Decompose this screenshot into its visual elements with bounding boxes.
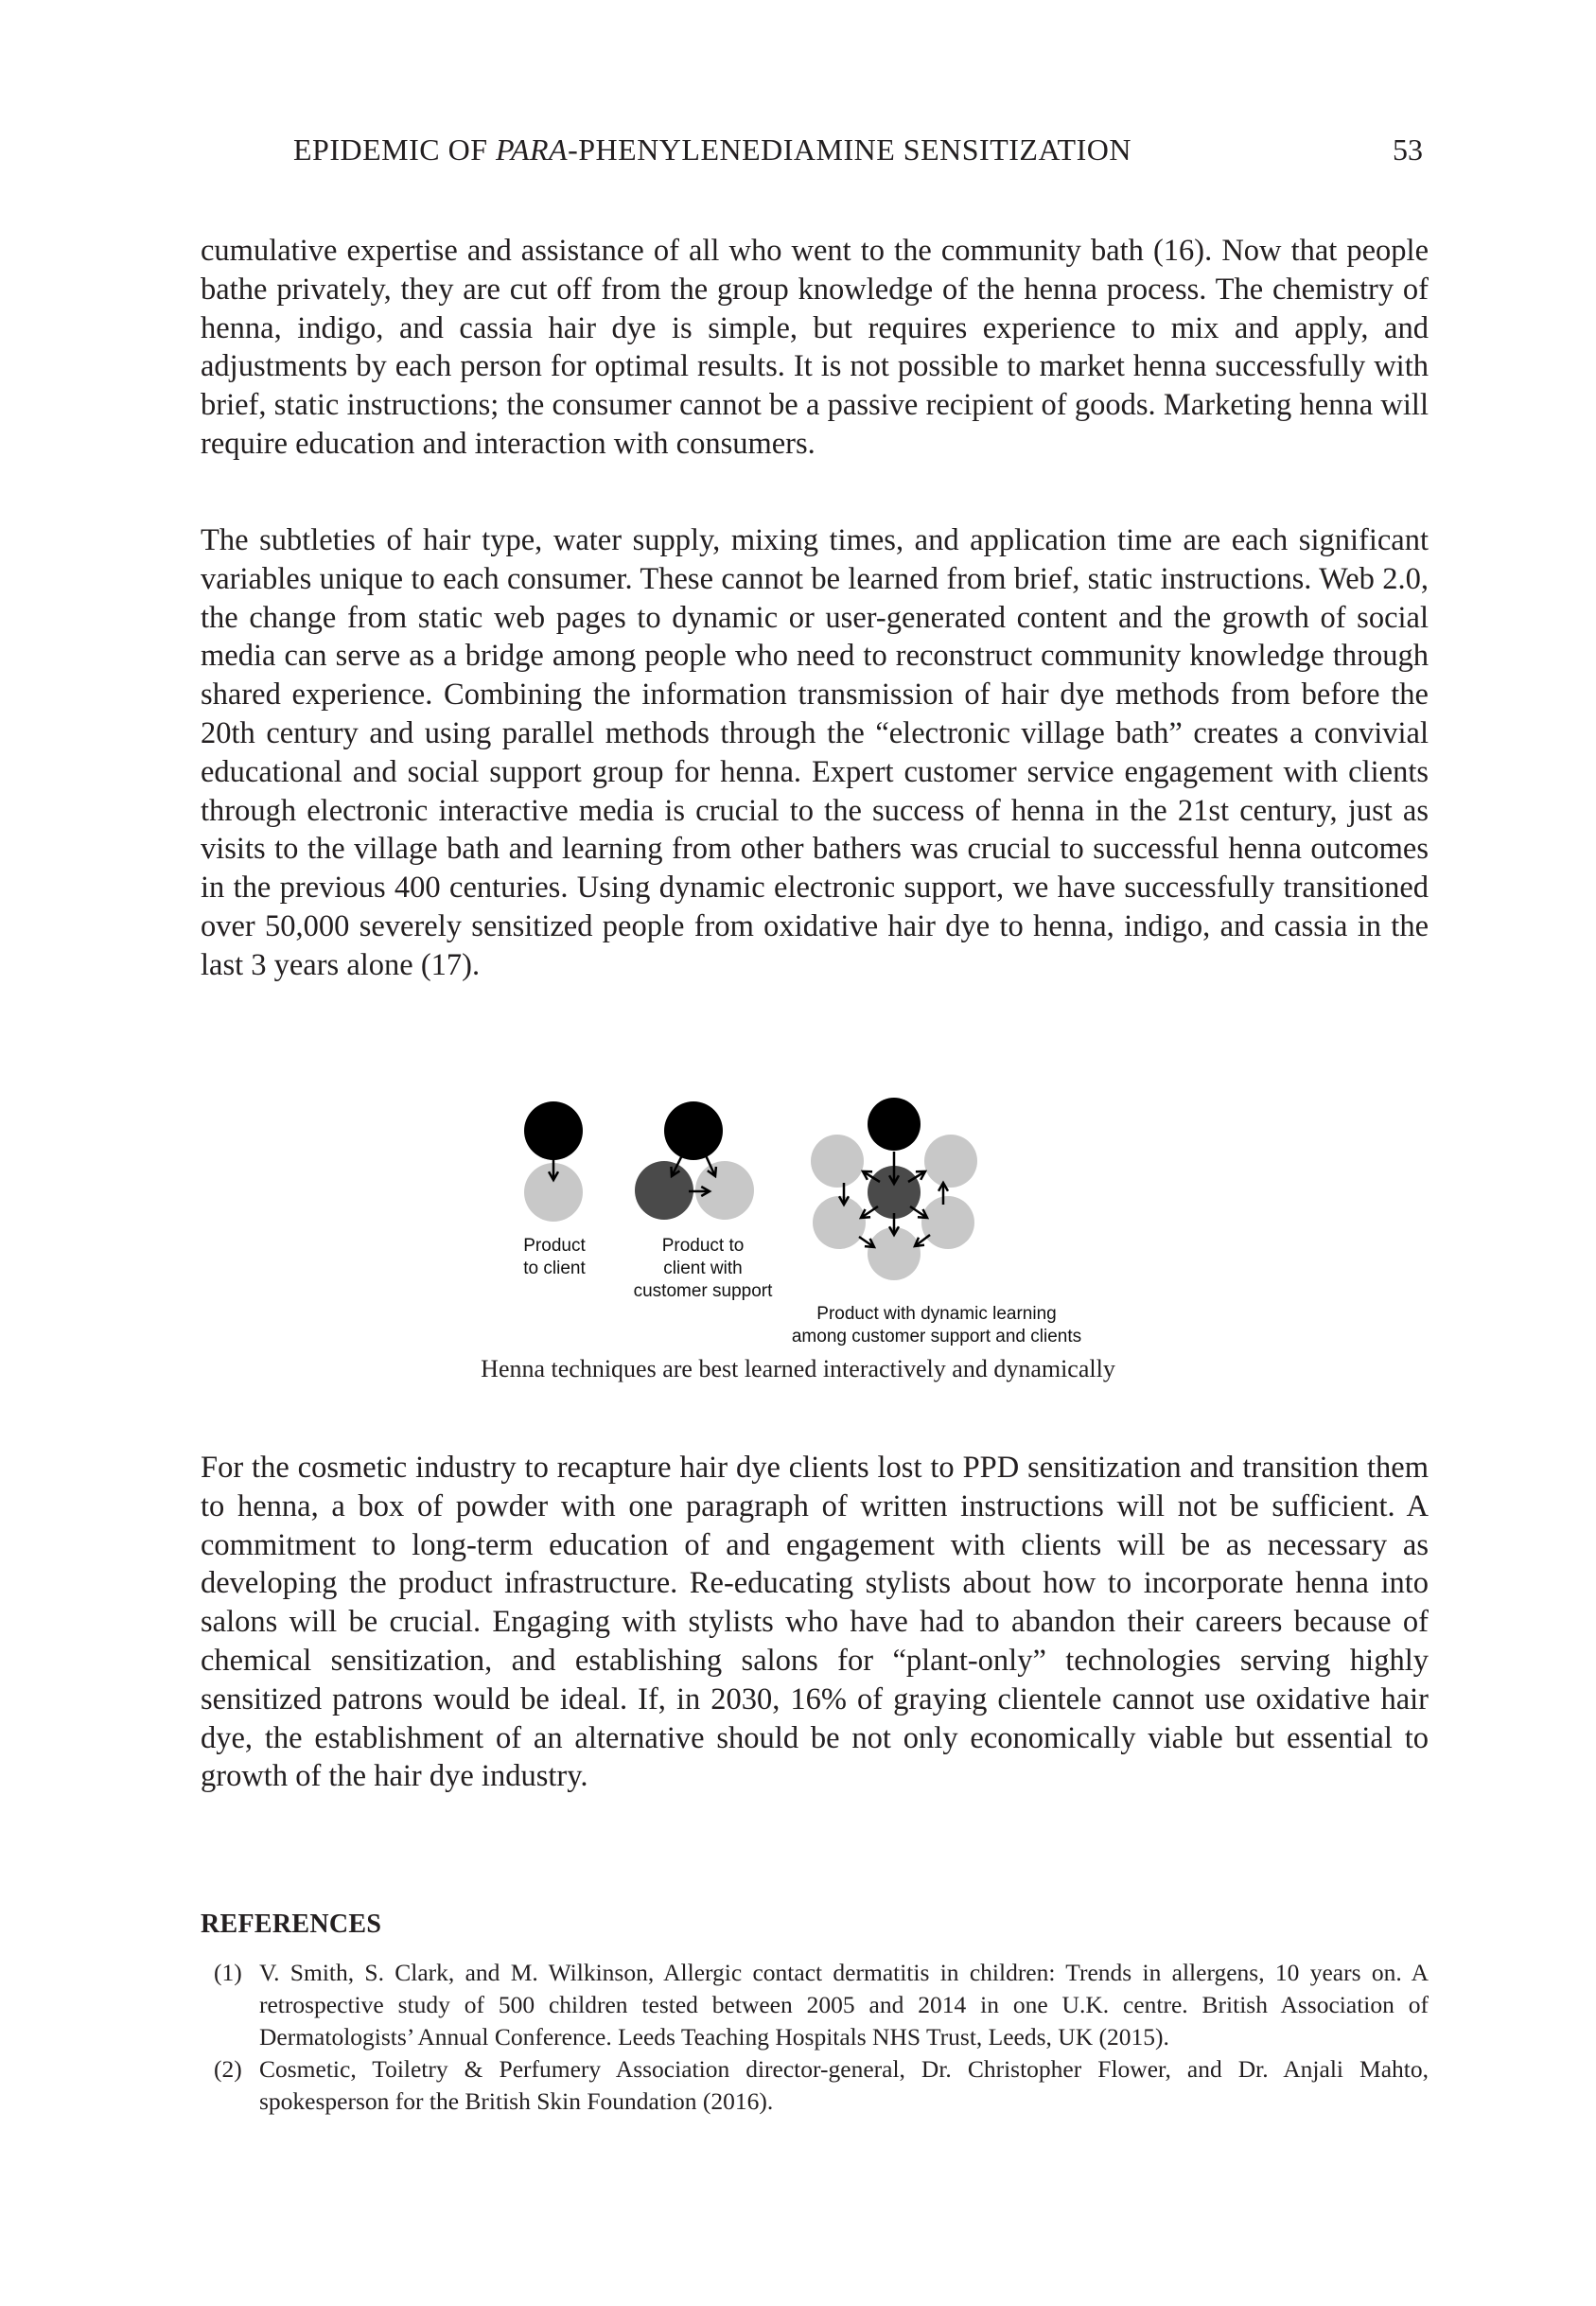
paragraph-text: For the cosmetic industry to recapture hair dye clients lost to PPD sensitization and transition them to henna, a box of powder with one paragraph of written instructions will not be sufficient. A commitment to long-term education of and engagement with clients will be as necessary as developing the product infrastructure. Re-educating stylists about how to incorporate henna into salons will be crucial. Engaging with stylists who have had to abandon their careers because of chemical sensitization, and establishing salons for “plant-only” technologies serving highly sensitized patrons would be ideal. If, in 2030, 16% of graying clientele cannot use oxidative hair dye, the establishment of an alternative should be not only economically viable but essential to growth of the hair dye industry.: [201, 1451, 1429, 1794]
client-node: [868, 1227, 921, 1280]
client-node: [924, 1135, 977, 1188]
reference-text: V. Smith, S. Clark, and M. Wilkinson, Allergic contact dermatitis in children: Trends in allergens, 10 years on. A retrospective study of 500 children tested between 2005 and 2014 in one U.K. centre. British Association of Dermatologists’ Annual Conference. Leeds Teaching Hospitals NHS Trust, Leeds, UK (2015).: [259, 1959, 1429, 2051]
body-paragraph-3: [201, 1449, 1429, 1796]
running-head: [293, 131, 1239, 168]
arrow-icon: [915, 1235, 930, 1246]
panel-3-label: Product with dynamic learning among customer support and clients: [791, 1304, 1082, 1347]
body-paragraph-2: [201, 521, 1429, 985]
references-heading: REFERENCES: [201, 1910, 382, 1939]
page-number: 53: [1393, 132, 1423, 167]
running-head-prefix: EPIDEMIC OF: [293, 132, 497, 167]
body-paragraph-1: [201, 232, 1429, 464]
paragraph-text: The subtleties of hair type, water supply, mixing times, and application time are each significant variables unique to each consumer. These cannot be learned from brief, static instructions. Web 2.0, the change from static web pages to dynamic or user-generated content and the growth of social media can serve as a bridge among people who need to reconstruct community knowledge through shared experience. Combining the information transmission of hair dye methods from before the 20th century and using parallel methods through the “electronic village bath” creates a convivial educational and social support group for henna. Expert customer service engagement with clients through electronic interactive media is crucial to the success of henna in the 21st century, just as visits to the village bath and learning from other bathers was crucial to successful henna outcomes in the previous 400 centuries. Using dynamic electronic support, we have successfully transitioned over 50,000 severely sensitized people from oxidative hair dye to henna, indigo, and cassia in the last 3 years alone (17).: [201, 523, 1429, 982]
paragraph-text: cumulative expertise and assistance of all who went to the community bath (16). Now that people bathe privately, they are cut off from the group knowledge of the henna process. The chemistry of henna, indigo, and cassia hair dye is simple, but requires experience to mix and apply, and adjustments by each person for optimal results. It is not possible to market henna successfully with brief, static instructions; the consumer cannot be a passive recipient of goods. Marketing henna will require education and interaction with consumers.: [201, 234, 1429, 461]
product-node: [868, 1098, 921, 1151]
learning-models-figure: [511, 1093, 1116, 1348]
panel-dynamic-learning: [811, 1098, 977, 1280]
client-node: [813, 1196, 866, 1249]
running-head-italic: PARA: [496, 132, 569, 167]
panel-product-to-client: [524, 1101, 583, 1222]
panel-1-label: Product to client: [523, 1236, 586, 1278]
product-node: [664, 1101, 723, 1160]
reference-number: (2): [214, 2055, 242, 2083]
product-node: [524, 1101, 583, 1160]
running-head-suffix: -PHENYLENEDIAMINE SENSITIZATION: [568, 132, 1131, 167]
reference-item: [201, 1957, 1429, 2053]
reference-item: [201, 2053, 1429, 2118]
panel-2-label: Product to client with customer support: [633, 1236, 773, 1301]
reference-number: (1): [214, 1959, 242, 1986]
support-node: [635, 1161, 693, 1220]
figure-caption: Henna techniques are best learned interactively and dynamically: [481, 1355, 1115, 1382]
client-node: [921, 1196, 974, 1249]
reference-text: Cosmetic, Toiletry & Perfumery Association director-general, Dr. Christopher Flower, and Dr. Anjali Mahto, spokesperson for the British Skin Foundation (2016).: [259, 2055, 1429, 2115]
references-list: [201, 1957, 1429, 2118]
client-node: [811, 1135, 864, 1188]
panel-product-with-support: [635, 1101, 754, 1220]
